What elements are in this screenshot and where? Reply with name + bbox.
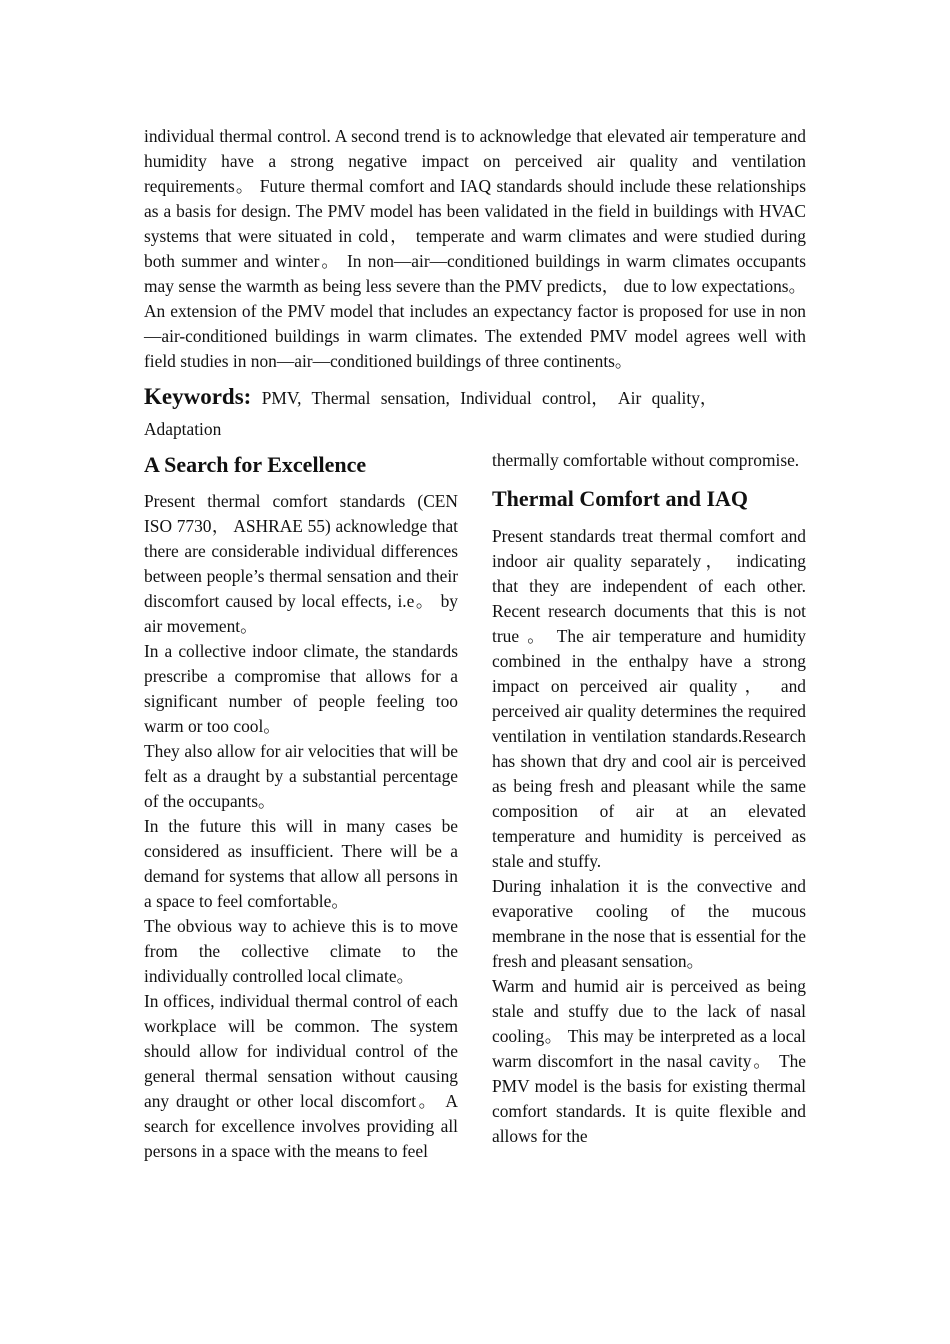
paragraph: In the future this will in many cases be considered as insufficient. There will be a demand for systems that allow all persons in a space to feel comfortable。 [144, 816, 458, 911]
section-heading-search-for-excellence: A Search for Excellence [144, 452, 367, 477]
left-column [144, 448, 458, 1164]
paragraph-continuation: thermally comfortable without compromise. [492, 450, 800, 470]
keywords-list: PMV, Thermal sensation, Individual control， Air quality， [261, 388, 718, 408]
paper-page [144, 124, 806, 1164]
paragraph: Present thermal comfort standards (CEN ISO 7730， ASHRAE 55) acknowledge that there are considerable individual differences between people’s thermal sensation and their discomfort caused by local effects, i.e。 by air movement。 [144, 491, 458, 636]
keywords-label: Keywords: [144, 384, 252, 409]
paragraph: The obvious way to achieve this is to move from the collective climate to the individually controlled local climate。 [144, 916, 458, 986]
two-column-body [144, 448, 806, 1164]
right-column [492, 448, 806, 1164]
keywords-list-continued: Adaptation [144, 419, 222, 439]
intro-paragraph: individual thermal control. A second trend is to acknowledge that elevated air temperature and humidity have a strong negative impact on perceived air quality and ventilation requirements。 Future thermal comfort and IAQ standards should include these relationships as a basis for design. The PMV model has been validated in the field in buildings with HVAC systems that were situated in cold， temperate and warm climates and were studied during both summer and winter。 In non—air—conditioned buildings in warm climates occupants may sense the warmth as being less severe than the PMV predicts， due to low expectations。 An extension of the PMV model that includes an expectancy factor is proposed for use in non—air-conditioned buildings in warm climates. The extended PMV model agrees well with field studies in non—air—conditioned buildings of three continents。 [144, 126, 806, 371]
paragraph: During inhalation it is the convective and evaporative cooling of the mucous membrane in the nose that is essential for the fresh and pleasant sensation。 [492, 876, 806, 971]
paragraph: They also allow for air velocities that will be felt as a draught by a substantial percentage of the occupants。 [144, 741, 458, 811]
section-heading-thermal-comfort-iaq: Thermal Comfort and IAQ [492, 486, 749, 511]
paragraph: Warm and humid air is perceived as being stale and stuffy due to the lack of nasal cooling。 This may be interpreted as a local warm discomfort in the nasal cavity。 The PMV model is the basis for existing thermal comfort standards. It is quite flexible and allows for the [492, 976, 806, 1146]
paragraph: In offices, individual thermal control of each workplace will be common. The system should allow for individual control of the general thermal sensation without causing any draught or other local discomfort。 A search for excellence involves providing all persons in a space with the means to feel [144, 991, 458, 1161]
paragraph: Present standards treat thermal comfort and indoor air quality separately， indicating that they are independent of each other. Recent research documents that this is not true 。 The air temperature and humidity combined in the enthalpy have a strong impact on perceived air quality， and perceived air quality determines the required ventilation in ventilation standards.Research has shown that dry and cool air is perceived as being fresh and pleasant while the same composition of air at an elevated temperature and humidity is perceived as stale and stuffy. [492, 526, 806, 871]
paragraph: In a collective indoor climate, the standards prescribe a compromise that allows for a significant number of people feeling too warm or too cool。 [144, 641, 458, 736]
keywords-block [144, 384, 806, 411]
